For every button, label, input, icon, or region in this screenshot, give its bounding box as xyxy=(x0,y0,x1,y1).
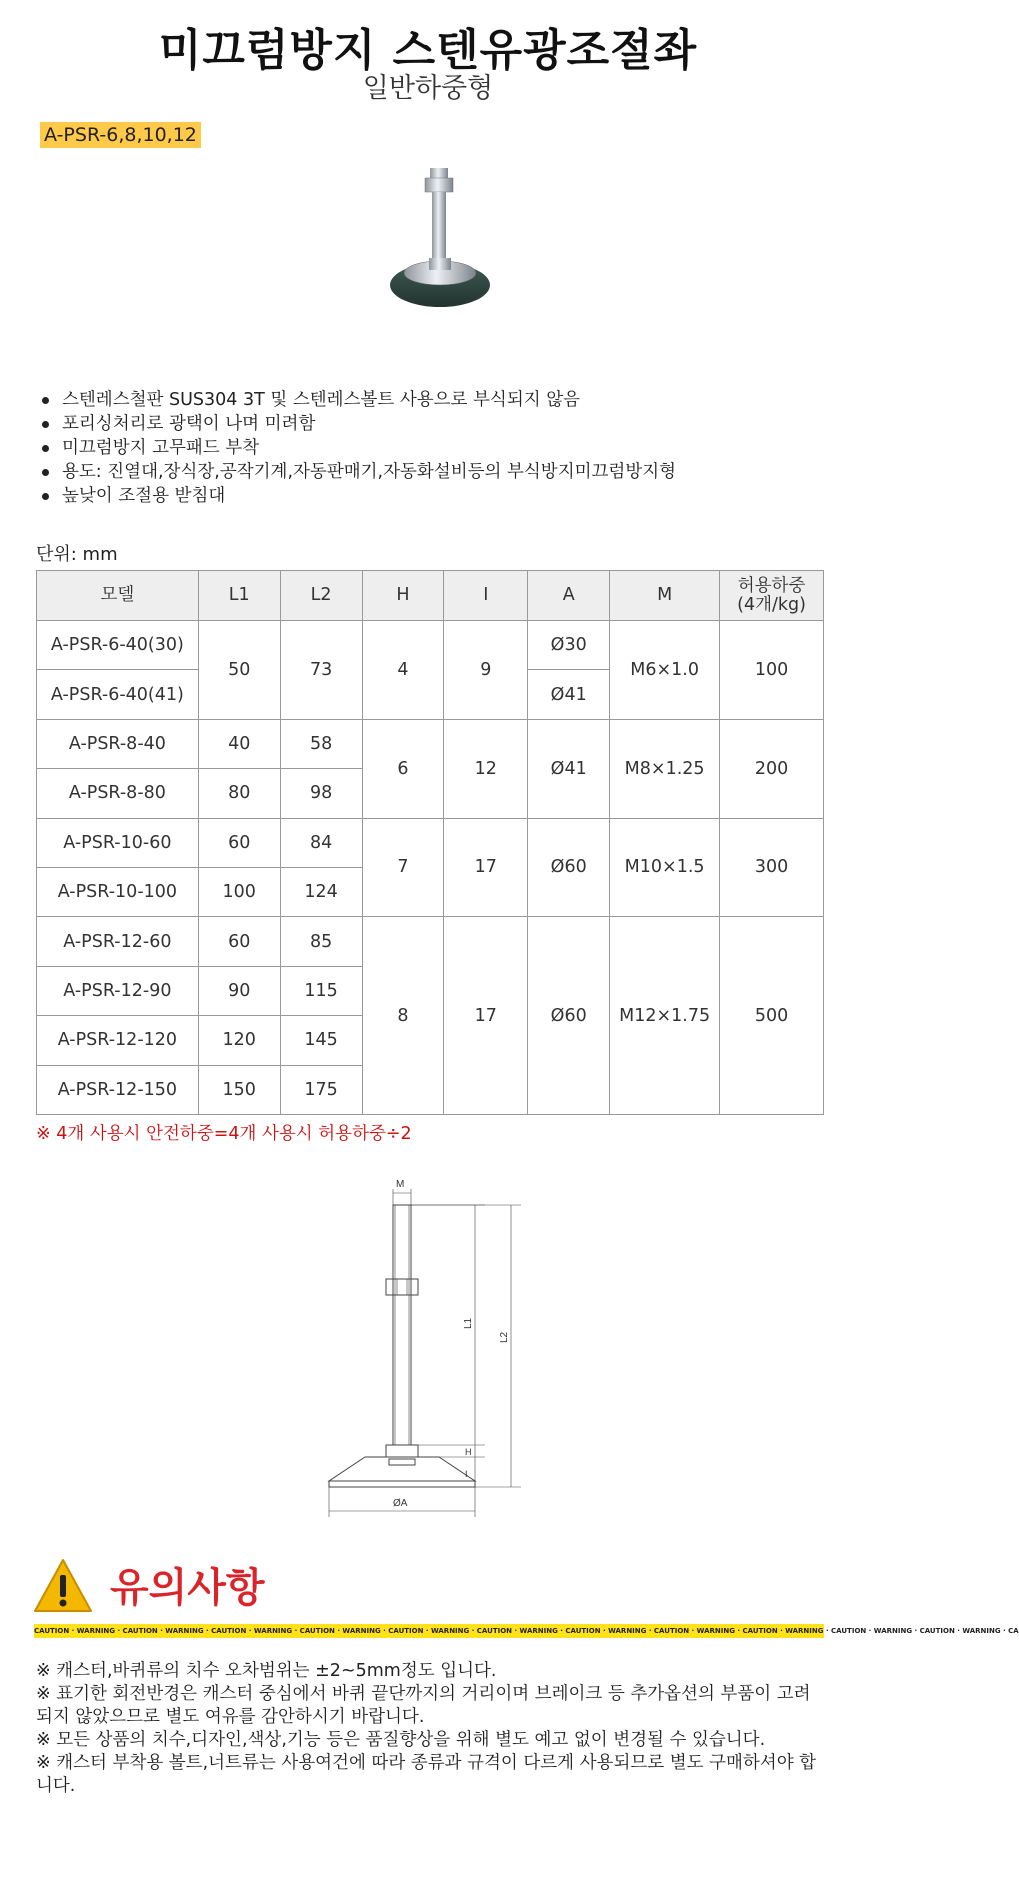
caution-warning-strip: CAUTION · WARNING · CAUTION · WARNING · CAUTION · WARNING · CAUTION · WARNING · CAUTION · WARNING · CAUTION · WARNING · CAUTION · WARNING · CAUTION · WARNING · CAUTION · WARNING · CAUTION · WARNING · CAUTION · WARNING · CA xyxy=(34,1624,824,1638)
feature-item-continued: 높낮이 조절용 받침대 xyxy=(40,484,820,508)
table-row xyxy=(37,719,824,768)
caution-title: 유의사항 xyxy=(110,1565,265,1611)
cell-l2: 145 xyxy=(280,1016,362,1065)
feature-list xyxy=(40,388,820,508)
note-item: ※ 표기한 회전반경은 캐스터 중심에서 바퀴 끝단까지의 거리이며 브레이크 등 추가옵션의 부품이 고려되지 않았으므로 별도 여유를 감안하시기 바랍니다. xyxy=(36,1684,811,1727)
cell-l1: 50 xyxy=(198,621,280,720)
model-badge: A-PSR-6,8,10,12 xyxy=(40,122,201,148)
cell-model: A-PSR-12-120 xyxy=(37,1016,199,1065)
cell-model: A-PSR-8-40 xyxy=(37,719,199,768)
cell-l1: 90 xyxy=(198,966,280,1015)
dim-label-l1: L1 xyxy=(463,1317,474,1329)
cell-i: 9 xyxy=(444,621,528,720)
cell-l2: 84 xyxy=(280,818,362,867)
cell-a: Ø60 xyxy=(528,917,610,1115)
cell-model: A-PSR-6-40(30) xyxy=(37,621,199,670)
dim-label-l2: L2 xyxy=(499,1331,510,1343)
table-header-row xyxy=(37,571,824,621)
spec-table xyxy=(36,570,824,1115)
header-load-line1: 허용하중 xyxy=(737,575,806,596)
dim-label-h: H xyxy=(465,1447,472,1457)
cell-a: Ø41 xyxy=(528,670,610,719)
cell-m: M10×1.5 xyxy=(610,818,720,917)
dim-label-a: ØA xyxy=(393,1498,408,1509)
cell-l1: 100 xyxy=(198,867,280,916)
header-load xyxy=(720,571,824,621)
cell-a: Ø60 xyxy=(528,818,610,917)
cell-m: M8×1.25 xyxy=(610,719,720,818)
cell-a: Ø30 xyxy=(528,621,610,670)
cell-l1: 60 xyxy=(198,818,280,867)
warning-triangle-icon xyxy=(32,1557,94,1615)
cell-i: 17 xyxy=(444,917,528,1115)
header-l2: L2 xyxy=(280,571,362,621)
cell-l2: 98 xyxy=(280,769,362,818)
cell-model: A-PSR-10-60 xyxy=(37,818,199,867)
cell-m: M12×1.75 xyxy=(610,917,720,1115)
cell-l1: 150 xyxy=(198,1065,280,1114)
cell-l1: 60 xyxy=(198,917,280,966)
header-l1: L1 xyxy=(198,571,280,621)
header-h: H xyxy=(362,571,444,621)
table-row xyxy=(37,818,824,867)
cell-l2: 175 xyxy=(280,1065,362,1114)
cell-model: A-PSR-12-90 xyxy=(37,966,199,1015)
header-load-line2: (4개/kg) xyxy=(737,594,806,615)
header-model: 모델 xyxy=(37,571,199,621)
dimension-diagram xyxy=(325,1175,565,1533)
cell-l1: 80 xyxy=(198,769,280,818)
cell-i: 17 xyxy=(444,818,528,917)
feature-item: 포리싱처리로 광택이 나며 미려함 xyxy=(40,412,820,436)
cell-load: 100 xyxy=(720,621,824,720)
cell-l1: 120 xyxy=(198,1016,280,1065)
cell-l2: 85 xyxy=(280,917,362,966)
page-title: 미끄럼방지 스텐유광조절좌 xyxy=(158,25,698,76)
feature-item: 스텐레스철판 SUS304 3T 및 스텐레스볼트 사용으로 부식되지 않음 xyxy=(40,388,820,412)
header-m: M xyxy=(610,571,720,621)
dim-label-m: M xyxy=(396,1179,405,1190)
cell-model: A-PSR-12-60 xyxy=(37,917,199,966)
cell-l2: 73 xyxy=(280,621,362,720)
cell-h: 8 xyxy=(362,917,444,1115)
unit-label: 단위: mm xyxy=(36,544,118,565)
cell-l2: 58 xyxy=(280,719,362,768)
note-item: ※ 모든 상품의 치수,디자인,색상,기능 등은 품질향상을 위해 별도 예고 없이 변경될 수 있습니다. xyxy=(36,1730,766,1750)
cell-h: 7 xyxy=(362,818,444,917)
notes-section xyxy=(36,1660,826,1798)
cell-a: Ø41 xyxy=(528,719,610,818)
cell-model: A-PSR-12-150 xyxy=(37,1065,199,1114)
feature-item: 미끄럼방지 고무패드 부착 xyxy=(40,436,820,460)
cell-load: 200 xyxy=(720,719,824,818)
cell-l2: 115 xyxy=(280,966,362,1015)
product-photo xyxy=(385,160,495,320)
dim-label-i: I xyxy=(465,1469,468,1479)
note-item: ※ 캐스터 부착용 볼트,너트류는 사용여건에 따라 종류과 규격이 다르게 사용되므로 별도 구매하셔야 합니다. xyxy=(36,1753,817,1796)
table-row xyxy=(37,621,824,670)
safety-load-note: ※ 4개 사용시 안전하중=4개 사용시 허용하중÷2 xyxy=(36,1124,412,1144)
cell-model: A-PSR-10-100 xyxy=(37,867,199,916)
cell-l1: 40 xyxy=(198,719,280,768)
cell-l2: 124 xyxy=(280,867,362,916)
cell-load: 300 xyxy=(720,818,824,917)
cell-model: A-PSR-8-80 xyxy=(37,769,199,818)
cell-h: 6 xyxy=(362,719,444,818)
table-row xyxy=(37,917,824,966)
feature-item: 용도: 진열대,장식장,공작기계,자동판매기,자동화설비등의 부식방지미끄럼방지형 xyxy=(40,460,820,484)
cell-i: 12 xyxy=(444,719,528,818)
cell-model: A-PSR-6-40(41) xyxy=(37,670,199,719)
cell-load: 500 xyxy=(720,917,824,1115)
cell-h: 4 xyxy=(362,621,444,720)
cell-m: M6×1.0 xyxy=(610,621,720,720)
note-item: ※ 캐스터,바퀴류의 치수 오차범위는 ±2~5mm정도 입니다. xyxy=(36,1661,497,1681)
header-a: A xyxy=(528,571,610,621)
page-subtitle: 일반하중형 xyxy=(362,73,494,104)
header-i: I xyxy=(444,571,528,621)
